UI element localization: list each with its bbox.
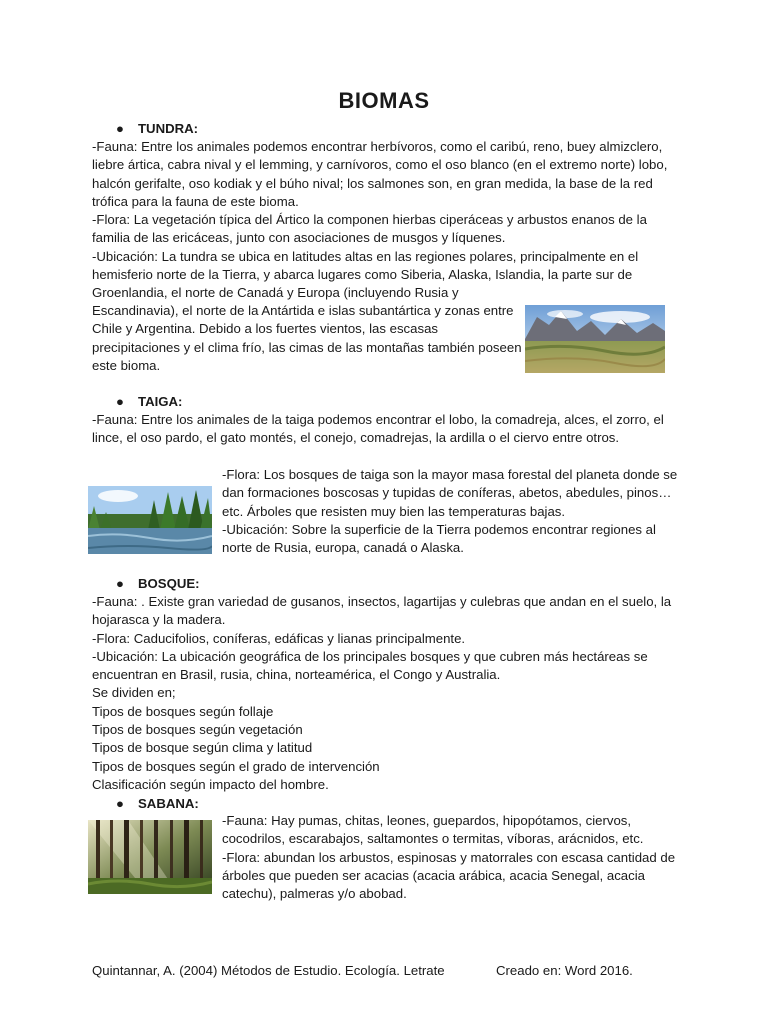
bullet: ● bbox=[116, 576, 124, 591]
bosque-text bbox=[92, 593, 672, 794]
tundra-photo bbox=[525, 305, 665, 373]
section-heading-sabana bbox=[116, 795, 199, 813]
bosque-flora: -Flora: Caducifolios, coníferas, edáficas y lianas principalmente. bbox=[92, 630, 466, 646]
sabana-flora: -Flora: abundan los arbustos, espinosas y matorrales con escasa cantidad de árboles que pueden ser acacias (acacia arábica, acacia Senegal, acacia catechu), palmeras y/o abobad. bbox=[222, 849, 676, 902]
bullet: ● bbox=[116, 394, 124, 409]
sabana-text-wrapped bbox=[222, 812, 680, 903]
heading-text: TAIGA: bbox=[138, 394, 183, 409]
page-title: BIOMAS bbox=[338, 88, 430, 113]
heading-text: SABANA: bbox=[138, 796, 199, 811]
sabana-fauna: -Fauna: Hay pumas, chitas, leones, guepardos, hipopótamos, ciervos, cocodrilos, escarabajos, saltamontes o termitas, víboras, arácnidos, etc. bbox=[222, 813, 644, 847]
tundra-flora: -Flora: La vegetación típica del Ártico la componen hierbas ciperáceas y arbustos enanos de la familia de las ericáceas, junto con asociaciones de musgos y líquenes. bbox=[92, 212, 647, 246]
bosque-tipo: Tipos de bosque según clima y latitud bbox=[92, 740, 313, 756]
sabana-photo bbox=[88, 820, 212, 894]
bosque-ubicacion: -Ubicación: La ubicación geográfica de los principales bosques y que cubren más hectáreas se encuentran en Brasil, rusia, china, norteamérica, el Congo y Australia. bbox=[92, 648, 648, 683]
heading-text: BOSQUE: bbox=[138, 576, 200, 591]
tundra-text-full bbox=[92, 138, 680, 303]
bullet: ● bbox=[116, 796, 124, 811]
bosque-divide: Se dividen en; bbox=[92, 685, 176, 701]
taiga-fauna-block bbox=[92, 411, 672, 448]
bosque-tipo: Tipos de bosques según el grado de intervención bbox=[92, 758, 380, 774]
tundra-text-wrapped bbox=[92, 302, 522, 375]
tundra-fauna: -Fauna: Entre los animales podemos encontrar herbívoros, como el caribú, reno, buey almizclero, liebre ártica, cabra nival y el lemming, y carnívoros, como el oso blanco (en el extremo norte) lobo, halcón gerifalte, oso kodiak y el búho nival; los salmones son, en gran medida, la base de la red trófica para la fauna de este bioma. bbox=[92, 139, 668, 209]
footer-created: Creado en: Word 2016. bbox=[496, 963, 633, 978]
taiga-fauna: -Fauna: Entre los animales de la taiga podemos encontrar el lobo, la comadreja, alces, el zorro, el lince, el oso pardo, el gato montés, el conejo, comadrejas, la ardilla o el ciervo entre otros. bbox=[92, 412, 664, 446]
bosque-fauna: -Fauna: . Existe gran variedad de gusanos, insectos, lagartijas y culebras que andan en el suelo, la hojarasca y la madera. bbox=[92, 594, 672, 628]
taiga-ubicacion: -Ubicación: Sobre la superficie de la Tierra podemos encontrar regiones al norte de Rusia, europa, canadá o Alaska. bbox=[222, 521, 656, 556]
section-heading-tundra bbox=[116, 120, 198, 138]
bosque-tipo: Clasificación según impacto del hombre. bbox=[92, 776, 329, 792]
taiga-text-wrapped bbox=[222, 466, 680, 557]
bosque-tipo: Tipos de bosques según follaje bbox=[92, 703, 274, 719]
section-heading-taiga bbox=[116, 393, 182, 411]
tundra-ubicacion-b: Escandinavia), el norte de la Antártida e islas subantártica y zonas entre Chile y Argentina. Debido a los fuertes vientos, las escasas precipitaciones y el clima frío, las cimas de las montañas también poseen este bioma. bbox=[92, 303, 522, 373]
taiga-flora: -Flora: Los bosques de taiga son la mayor masa forestal del planeta donde se dan formaciones boscosas y tupidas de coníferas, abetos, abedules, pinos…etc. Árboles que resisten muy bien las temperaturas bajas. bbox=[222, 467, 678, 519]
taiga-photo bbox=[88, 486, 212, 554]
footer-citation: Quintannar, A. (2004) Métodos de Estudio. Ecología. Letrate bbox=[92, 963, 445, 978]
bullet: ● bbox=[116, 121, 124, 136]
tundra-ubicacion-a: -Ubicación: La tundra se ubica en latitudes altas en las regiones polares, principalmente en el hemisferio norte de la Tierra, y abarca lugares como Siberia, Alaska, Islandia, la parte sur de Groenlandia, el norte de Canadá y Europa (incluyendo Rusia y bbox=[92, 248, 639, 301]
section-heading-bosque bbox=[116, 575, 200, 593]
bosque-tipo: Tipos de bosques según vegetación bbox=[92, 722, 303, 738]
heading-text: TUNDRA: bbox=[138, 121, 199, 136]
